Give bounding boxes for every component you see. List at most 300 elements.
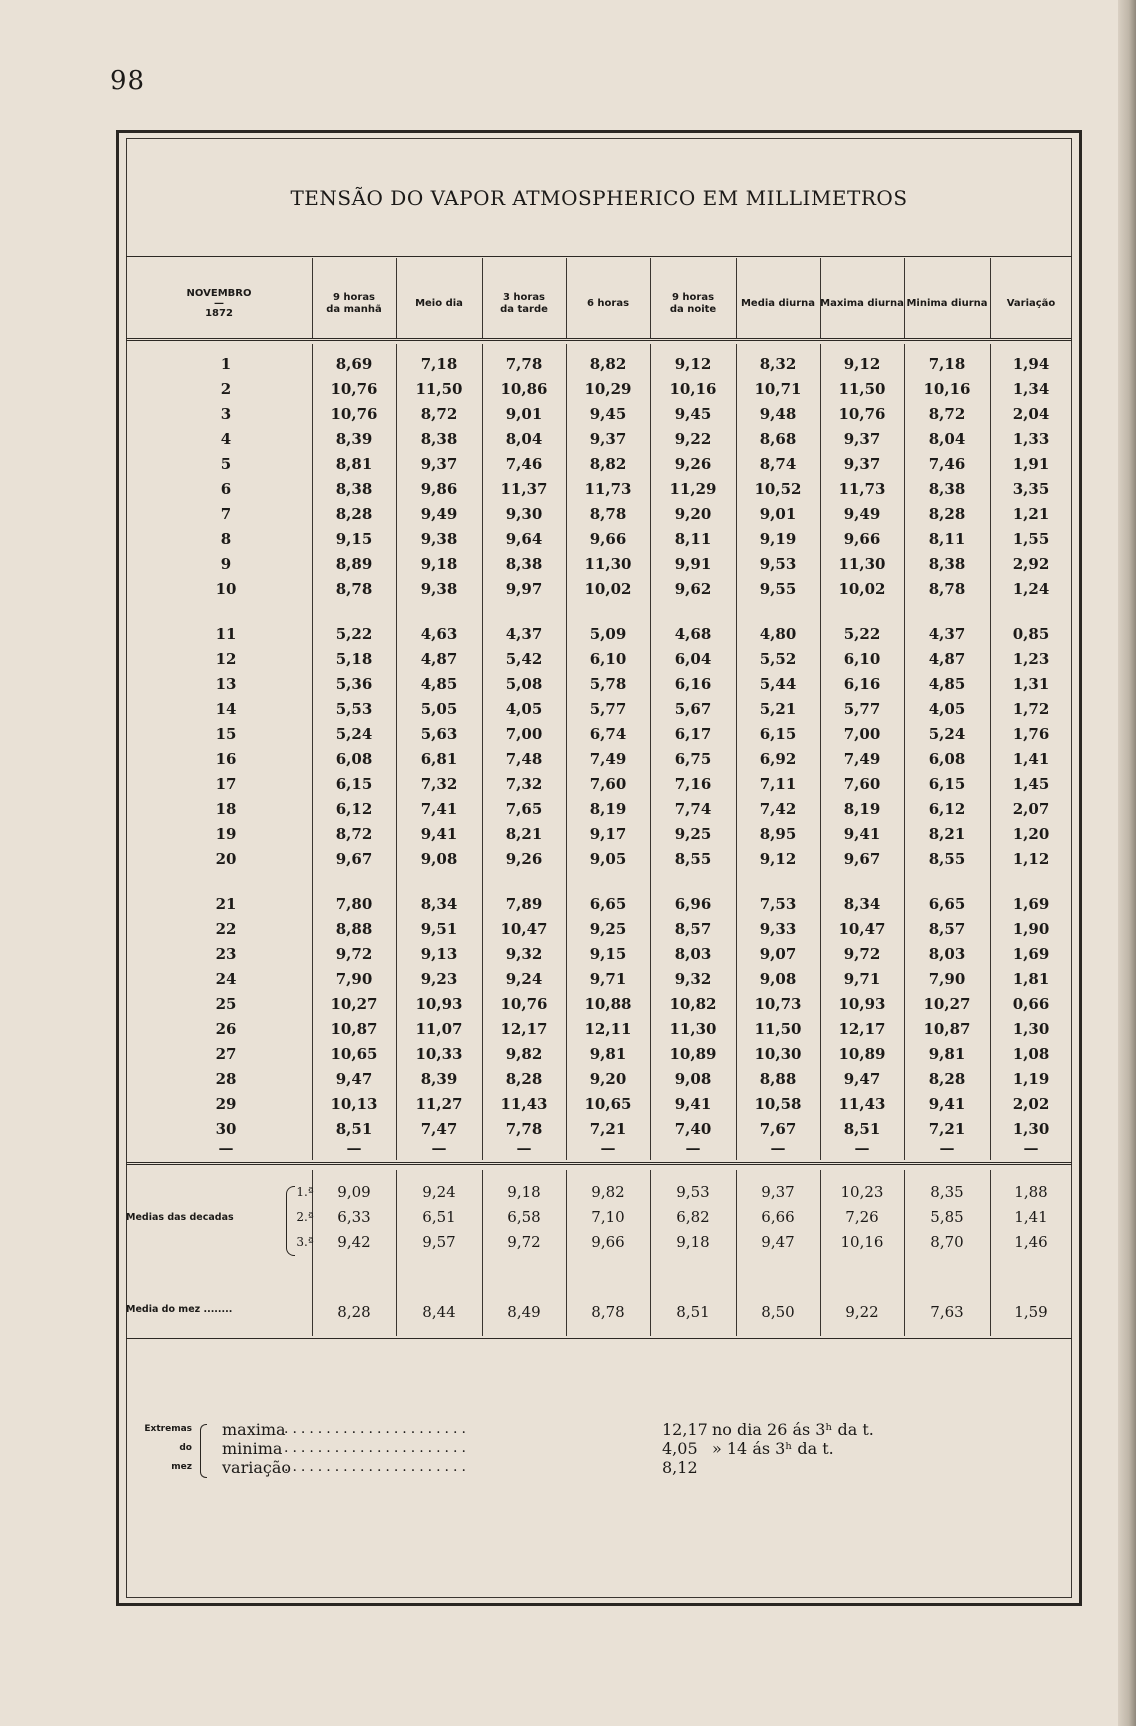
table-row <box>126 502 1072 527</box>
value-cell: 12,11 <box>584 1020 632 1038</box>
column-header: 3 horas da tarde <box>500 292 548 315</box>
value-cell: 7,60 <box>843 775 881 793</box>
value-cell: 4,63 <box>420 625 458 643</box>
header-top-rule <box>126 256 1072 257</box>
value-cell: 9,41 <box>420 825 458 843</box>
value-cell: 8,88 <box>759 1070 797 1088</box>
value-cell: 7,90 <box>928 970 966 988</box>
decade-value-cell: 8,70 <box>930 1233 964 1251</box>
day-cell: 17 <box>215 775 237 793</box>
value-cell: 8,55 <box>674 850 712 868</box>
month-mean-cell: 8,78 <box>591 1303 625 1321</box>
decades-top-rule <box>126 1162 1072 1165</box>
header-column-divider <box>990 258 991 338</box>
value-cell: 10,65 <box>330 1045 378 1063</box>
value-cell: 1,81 <box>1012 970 1050 988</box>
month-mean-cell: 9,22 <box>845 1303 879 1321</box>
value-cell: 4,68 <box>674 625 712 643</box>
dash-cell: — <box>1023 1139 1039 1157</box>
value-cell: 2,92 <box>1012 555 1050 573</box>
decade-value-cell: 9,47 <box>761 1233 795 1251</box>
page-number: 98 <box>110 66 146 96</box>
day-cell: 16 <box>215 750 237 768</box>
value-cell: 11,50 <box>838 380 886 398</box>
decade-value-cell: 6,33 <box>337 1208 371 1226</box>
value-cell: 9,45 <box>589 405 627 423</box>
value-cell: 10,27 <box>923 995 971 1013</box>
value-cell: 7,60 <box>589 775 627 793</box>
table-row <box>126 822 1072 847</box>
dash-cell: — <box>218 1139 234 1157</box>
day-cell: 2 <box>220 380 232 398</box>
decade-value-cell: 8,35 <box>930 1183 964 1201</box>
value-cell: 9,32 <box>674 970 712 988</box>
table-row <box>126 697 1072 722</box>
value-cell: 5,22 <box>335 625 373 643</box>
day-cell: 19 <box>215 825 237 843</box>
value-cell: 7,21 <box>928 1120 966 1138</box>
value-cell: 9,38 <box>420 580 458 598</box>
table-row <box>126 352 1072 377</box>
value-cell: 8,39 <box>420 1070 458 1088</box>
table-row <box>126 797 1072 822</box>
extreme-value: 4,05 <box>662 1439 698 1458</box>
day-cell: 7 <box>220 505 232 523</box>
value-cell: 4,85 <box>420 675 458 693</box>
dash-cell: — <box>854 1139 870 1157</box>
value-cell: 1,90 <box>1012 920 1050 938</box>
value-cell: 5,24 <box>928 725 966 743</box>
value-cell: 9,41 <box>843 825 881 843</box>
value-cell: 9,49 <box>420 505 458 523</box>
value-cell: 10,13 <box>330 1095 378 1113</box>
value-cell: 10,65 <box>584 1095 632 1113</box>
value-cell: 11,50 <box>415 380 463 398</box>
decade-value-cell: 9,09 <box>337 1183 371 1201</box>
extremes-brace <box>200 1424 207 1478</box>
dash-cell: — <box>939 1139 955 1157</box>
value-cell: 8,72 <box>420 405 458 423</box>
day-cell: 15 <box>215 725 237 743</box>
value-cell: 4,37 <box>505 625 543 643</box>
value-cell: 5,24 <box>335 725 373 743</box>
table-row <box>126 892 1072 917</box>
value-cell: 11,30 <box>669 1020 717 1038</box>
value-cell: 2,04 <box>1012 405 1050 423</box>
value-cell: 0,85 <box>1012 625 1050 643</box>
day-cell: 21 <box>215 895 237 913</box>
header-column-divider <box>312 258 313 338</box>
value-cell: 9,18 <box>420 555 458 573</box>
value-cell: 9,67 <box>843 850 881 868</box>
leader-dots: ...................... <box>284 1421 470 1437</box>
value-cell: 5,53 <box>335 700 373 718</box>
value-cell: 8,78 <box>589 505 627 523</box>
value-cell: 4,87 <box>928 650 966 668</box>
header-column-divider <box>820 258 821 338</box>
value-cell: 9,81 <box>589 1045 627 1063</box>
decade-value-cell: 6,58 <box>507 1208 541 1226</box>
month-label: NOVEMBRO <box>186 288 252 299</box>
value-cell: 8,11 <box>928 530 966 548</box>
extremes-word: Extremas <box>144 1424 192 1434</box>
value-cell: 9,66 <box>843 530 881 548</box>
table-row <box>126 477 1072 502</box>
month-mean-cell: 8,51 <box>676 1303 710 1321</box>
value-cell: 5,63 <box>420 725 458 743</box>
table-row <box>126 402 1072 427</box>
value-cell: 10,82 <box>669 995 717 1013</box>
value-cell: 10,29 <box>584 380 632 398</box>
table-row <box>126 722 1072 747</box>
value-cell: 8,28 <box>505 1070 543 1088</box>
value-cell: 8,21 <box>505 825 543 843</box>
value-cell: 6,12 <box>928 800 966 818</box>
value-cell: 8,19 <box>589 800 627 818</box>
value-cell: 5,21 <box>759 700 797 718</box>
day-cell: 28 <box>215 1070 237 1088</box>
extreme-label: variação <box>222 1458 292 1477</box>
value-cell: 9,67 <box>335 850 373 868</box>
value-cell: 10,87 <box>923 1020 971 1038</box>
year-label: 1872 <box>205 308 233 319</box>
value-cell: 10,93 <box>415 995 463 1013</box>
value-cell: 8,34 <box>420 895 458 913</box>
value-cell: 9,17 <box>589 825 627 843</box>
value-cell: 9,72 <box>335 945 373 963</box>
day-cell: 1 <box>220 355 232 373</box>
decades-label: Medias das decadas <box>126 1212 234 1223</box>
value-cell: 9,97 <box>505 580 543 598</box>
value-cell: 9,37 <box>589 430 627 448</box>
dash-cell: — <box>600 1139 616 1157</box>
value-cell: 8,28 <box>928 1070 966 1088</box>
value-cell: 8,74 <box>759 455 797 473</box>
value-cell: 10,87 <box>330 1020 378 1038</box>
dash-cell: — <box>685 1139 701 1157</box>
value-cell: 6,16 <box>843 675 881 693</box>
value-cell: 10,76 <box>330 380 378 398</box>
value-cell: 1,94 <box>1012 355 1050 373</box>
value-cell: 11,37 <box>500 480 548 498</box>
value-cell: 11,73 <box>838 480 886 498</box>
table-row <box>126 1042 1072 1067</box>
day-cell: 6 <box>220 480 232 498</box>
dash-cell: — <box>431 1139 447 1157</box>
value-cell: 8,82 <box>589 455 627 473</box>
value-cell: 9,45 <box>674 405 712 423</box>
value-cell: 9,13 <box>420 945 458 963</box>
value-cell: 10,30 <box>754 1045 802 1063</box>
value-cell: 9,08 <box>674 1070 712 1088</box>
value-cell: 7,42 <box>759 800 797 818</box>
value-cell: 6,16 <box>674 675 712 693</box>
month-mean-cell: 8,28 <box>337 1303 371 1321</box>
value-cell: 9,64 <box>505 530 543 548</box>
day-cell: 13 <box>215 675 237 693</box>
value-cell: 9,49 <box>843 505 881 523</box>
decade-value-cell: 9,24 <box>422 1183 456 1201</box>
decade-value-cell: 9,18 <box>507 1183 541 1201</box>
value-cell: 6,08 <box>335 750 373 768</box>
value-cell: 9,26 <box>505 850 543 868</box>
day-cell: 9 <box>220 555 232 573</box>
table-row <box>126 967 1072 992</box>
decade-ordinal: 1.ª <box>296 1185 314 1199</box>
day-cell: 22 <box>215 920 237 938</box>
month-mean-cell: 7,63 <box>930 1303 964 1321</box>
extreme-value: 12,17 <box>662 1420 708 1439</box>
value-cell: 7,16 <box>674 775 712 793</box>
value-cell: 9,12 <box>674 355 712 373</box>
value-cell: 10,16 <box>669 380 717 398</box>
day-cell: 26 <box>215 1020 237 1038</box>
day-cell: 8 <box>220 530 232 548</box>
value-cell: 5,22 <box>843 625 881 643</box>
decade-value-cell: 9,42 <box>337 1233 371 1251</box>
value-cell: 6,65 <box>928 895 966 913</box>
header-column-divider <box>650 258 651 338</box>
value-cell: 8,21 <box>928 825 966 843</box>
value-cell: 8,38 <box>505 555 543 573</box>
value-cell: 7,32 <box>505 775 543 793</box>
value-cell: 9,23 <box>420 970 458 988</box>
table-row <box>126 622 1072 647</box>
value-cell: 5,18 <box>335 650 373 668</box>
header-column-divider <box>904 258 905 338</box>
value-cell: 6,15 <box>335 775 373 793</box>
value-cell: 5,42 <box>505 650 543 668</box>
value-cell: 1,55 <box>1012 530 1050 548</box>
value-cell: 8,72 <box>928 405 966 423</box>
value-cell: 8,95 <box>759 825 797 843</box>
value-cell: 10,71 <box>754 380 802 398</box>
day-cell: 3 <box>220 405 232 423</box>
day-cell: 12 <box>215 650 237 668</box>
value-cell: 9,71 <box>843 970 881 988</box>
value-cell: 10,58 <box>754 1095 802 1113</box>
body-column-divider <box>396 344 397 1160</box>
dash-cell: — <box>346 1139 362 1157</box>
value-cell: 8,51 <box>335 1120 373 1138</box>
value-cell: 8,88 <box>335 920 373 938</box>
value-cell: 9,08 <box>759 970 797 988</box>
value-cell: 9,22 <box>674 430 712 448</box>
extreme-value: 8,12 <box>662 1458 698 1477</box>
decade-row <box>126 1180 1072 1205</box>
value-cell: 7,41 <box>420 800 458 818</box>
month-mean-row <box>126 1300 1072 1325</box>
value-cell: 8,28 <box>335 505 373 523</box>
value-cell: 9,30 <box>505 505 543 523</box>
value-cell: 10,89 <box>669 1045 717 1063</box>
value-cell: 6,04 <box>674 650 712 668</box>
value-cell: 7,53 <box>759 895 797 913</box>
extreme-text: » 14 ás 3ʰ da t. <box>712 1439 834 1458</box>
value-cell: 10,76 <box>500 995 548 1013</box>
value-cell: 6,81 <box>420 750 458 768</box>
value-cell: 10,88 <box>584 995 632 1013</box>
value-cell: 7,32 <box>420 775 458 793</box>
value-cell: 7,21 <box>589 1120 627 1138</box>
value-cell: 1,69 <box>1012 895 1050 913</box>
value-cell: 1,69 <box>1012 945 1050 963</box>
value-cell: 9,01 <box>505 405 543 423</box>
value-cell: 9,66 <box>589 530 627 548</box>
value-cell: 5,36 <box>335 675 373 693</box>
decade-row <box>126 1205 1072 1230</box>
decade-value-cell: 9,72 <box>507 1233 541 1251</box>
day-cell: 20 <box>215 850 237 868</box>
value-cell: 5,05 <box>420 700 458 718</box>
day-cell: 10 <box>215 580 237 598</box>
value-cell: 6,12 <box>335 800 373 818</box>
value-cell: 5,52 <box>759 650 797 668</box>
value-cell: 8,03 <box>928 945 966 963</box>
body-column-divider <box>482 344 483 1160</box>
value-cell: 9,53 <box>759 555 797 573</box>
value-cell: 9,07 <box>759 945 797 963</box>
value-cell: 1,20 <box>1012 825 1050 843</box>
table-row <box>126 847 1072 872</box>
day-cell: 4 <box>220 430 232 448</box>
value-cell: 8,11 <box>674 530 712 548</box>
body-column-divider <box>312 344 313 1160</box>
value-cell: 6,10 <box>589 650 627 668</box>
value-cell: 10,02 <box>584 580 632 598</box>
decade-value-cell: 9,82 <box>591 1183 625 1201</box>
value-cell: 7,47 <box>420 1120 458 1138</box>
day-cell: 11 <box>215 625 237 643</box>
value-cell: 9,08 <box>420 850 458 868</box>
value-cell: 9,51 <box>420 920 458 938</box>
value-cell: 4,37 <box>928 625 966 643</box>
value-cell: 9,37 <box>843 430 881 448</box>
value-cell: 1,21 <box>1012 505 1050 523</box>
value-cell: 1,31 <box>1012 675 1050 693</box>
value-cell: 1,76 <box>1012 725 1050 743</box>
leader-dots: ...................... <box>284 1459 470 1475</box>
column-header: Meio dia <box>415 298 463 309</box>
value-cell: 1,12 <box>1012 850 1050 868</box>
value-cell: 11,27 <box>415 1095 463 1113</box>
decade-value-cell: 10,23 <box>840 1183 884 1201</box>
value-cell: 9,32 <box>505 945 543 963</box>
table-row <box>126 672 1072 697</box>
day-cell: 24 <box>215 970 237 988</box>
decade-value-cell: 6,51 <box>422 1208 456 1226</box>
decade-value-cell: 1,88 <box>1014 1183 1048 1201</box>
value-cell: 9,91 <box>674 555 712 573</box>
value-cell: 9,26 <box>674 455 712 473</box>
value-cell: 8,51 <box>843 1120 881 1138</box>
value-cell: 11,43 <box>500 1095 548 1113</box>
value-cell: 12,17 <box>500 1020 548 1038</box>
value-cell: 8,57 <box>928 920 966 938</box>
value-cell: 12,17 <box>838 1020 886 1038</box>
value-cell: 3,35 <box>1012 480 1050 498</box>
value-cell: 6,15 <box>759 725 797 743</box>
value-cell: 7,11 <box>759 775 797 793</box>
value-cell: 5,08 <box>505 675 543 693</box>
value-cell: 4,05 <box>505 700 543 718</box>
value-cell: 8,04 <box>505 430 543 448</box>
decade-value-cell: 10,16 <box>840 1233 884 1251</box>
value-cell: 0,66 <box>1012 995 1050 1013</box>
column-header: Maxima diurna <box>820 298 904 309</box>
value-cell: 7,74 <box>674 800 712 818</box>
extremes-word: mez <box>171 1462 192 1472</box>
value-cell: 10,47 <box>838 920 886 938</box>
value-cell: 10,02 <box>838 580 886 598</box>
column-header: Variação <box>1006 298 1056 309</box>
value-cell: 8,38 <box>420 430 458 448</box>
decade-row <box>126 1230 1072 1255</box>
value-cell: 8,72 <box>335 825 373 843</box>
value-cell: 11,30 <box>584 555 632 573</box>
extreme-label: maxima <box>222 1420 286 1439</box>
day-cell: 25 <box>215 995 237 1013</box>
value-cell: 7,80 <box>335 895 373 913</box>
day-cell: 27 <box>215 1045 237 1063</box>
value-cell: 7,00 <box>843 725 881 743</box>
value-cell: 7,90 <box>335 970 373 988</box>
body-column-divider <box>650 344 651 1160</box>
day-cell: 14 <box>215 700 237 718</box>
value-cell: 8,57 <box>674 920 712 938</box>
table-row <box>126 552 1072 577</box>
value-cell: 5,77 <box>843 700 881 718</box>
value-cell: 8,03 <box>674 945 712 963</box>
value-cell: 6,08 <box>928 750 966 768</box>
decade-value-cell: 6,82 <box>676 1208 710 1226</box>
value-cell: 9,37 <box>843 455 881 473</box>
value-cell: 1,91 <box>1012 455 1050 473</box>
day-cell: 30 <box>215 1120 237 1138</box>
value-cell: 9,71 <box>589 970 627 988</box>
table-row <box>126 527 1072 552</box>
value-cell: 8,38 <box>335 480 373 498</box>
body-column-divider <box>736 344 737 1160</box>
decade-value-cell: 7,10 <box>591 1208 625 1226</box>
value-cell: 8,78 <box>335 580 373 598</box>
body-column-divider <box>566 344 567 1160</box>
value-cell: 1,41 <box>1012 750 1050 768</box>
value-cell: 7,65 <box>505 800 543 818</box>
value-cell: 1,23 <box>1012 650 1050 668</box>
month-mean-cell: 8,44 <box>422 1303 456 1321</box>
value-cell: 8,78 <box>928 580 966 598</box>
month-dash: — <box>214 298 224 309</box>
leader-dots: ...................... <box>284 1440 470 1456</box>
value-cell: 10,16 <box>923 380 971 398</box>
value-cell: 7,00 <box>505 725 543 743</box>
value-cell: 9,47 <box>843 1070 881 1088</box>
value-cell: 8,38 <box>928 555 966 573</box>
day-cell: 18 <box>215 800 237 818</box>
value-cell: 10,76 <box>838 405 886 423</box>
value-cell: 9,38 <box>420 530 458 548</box>
value-cell: 11,07 <box>415 1020 463 1038</box>
value-cell: 7,48 <box>505 750 543 768</box>
day-cell: 5 <box>220 455 232 473</box>
value-cell: 9,37 <box>420 455 458 473</box>
value-cell: 7,40 <box>674 1120 712 1138</box>
decade-value-cell: 5,85 <box>930 1208 964 1226</box>
table-bottom-rule <box>126 1338 1072 1339</box>
decade-value-cell: 9,57 <box>422 1233 456 1251</box>
value-cell: 6,96 <box>674 895 712 913</box>
